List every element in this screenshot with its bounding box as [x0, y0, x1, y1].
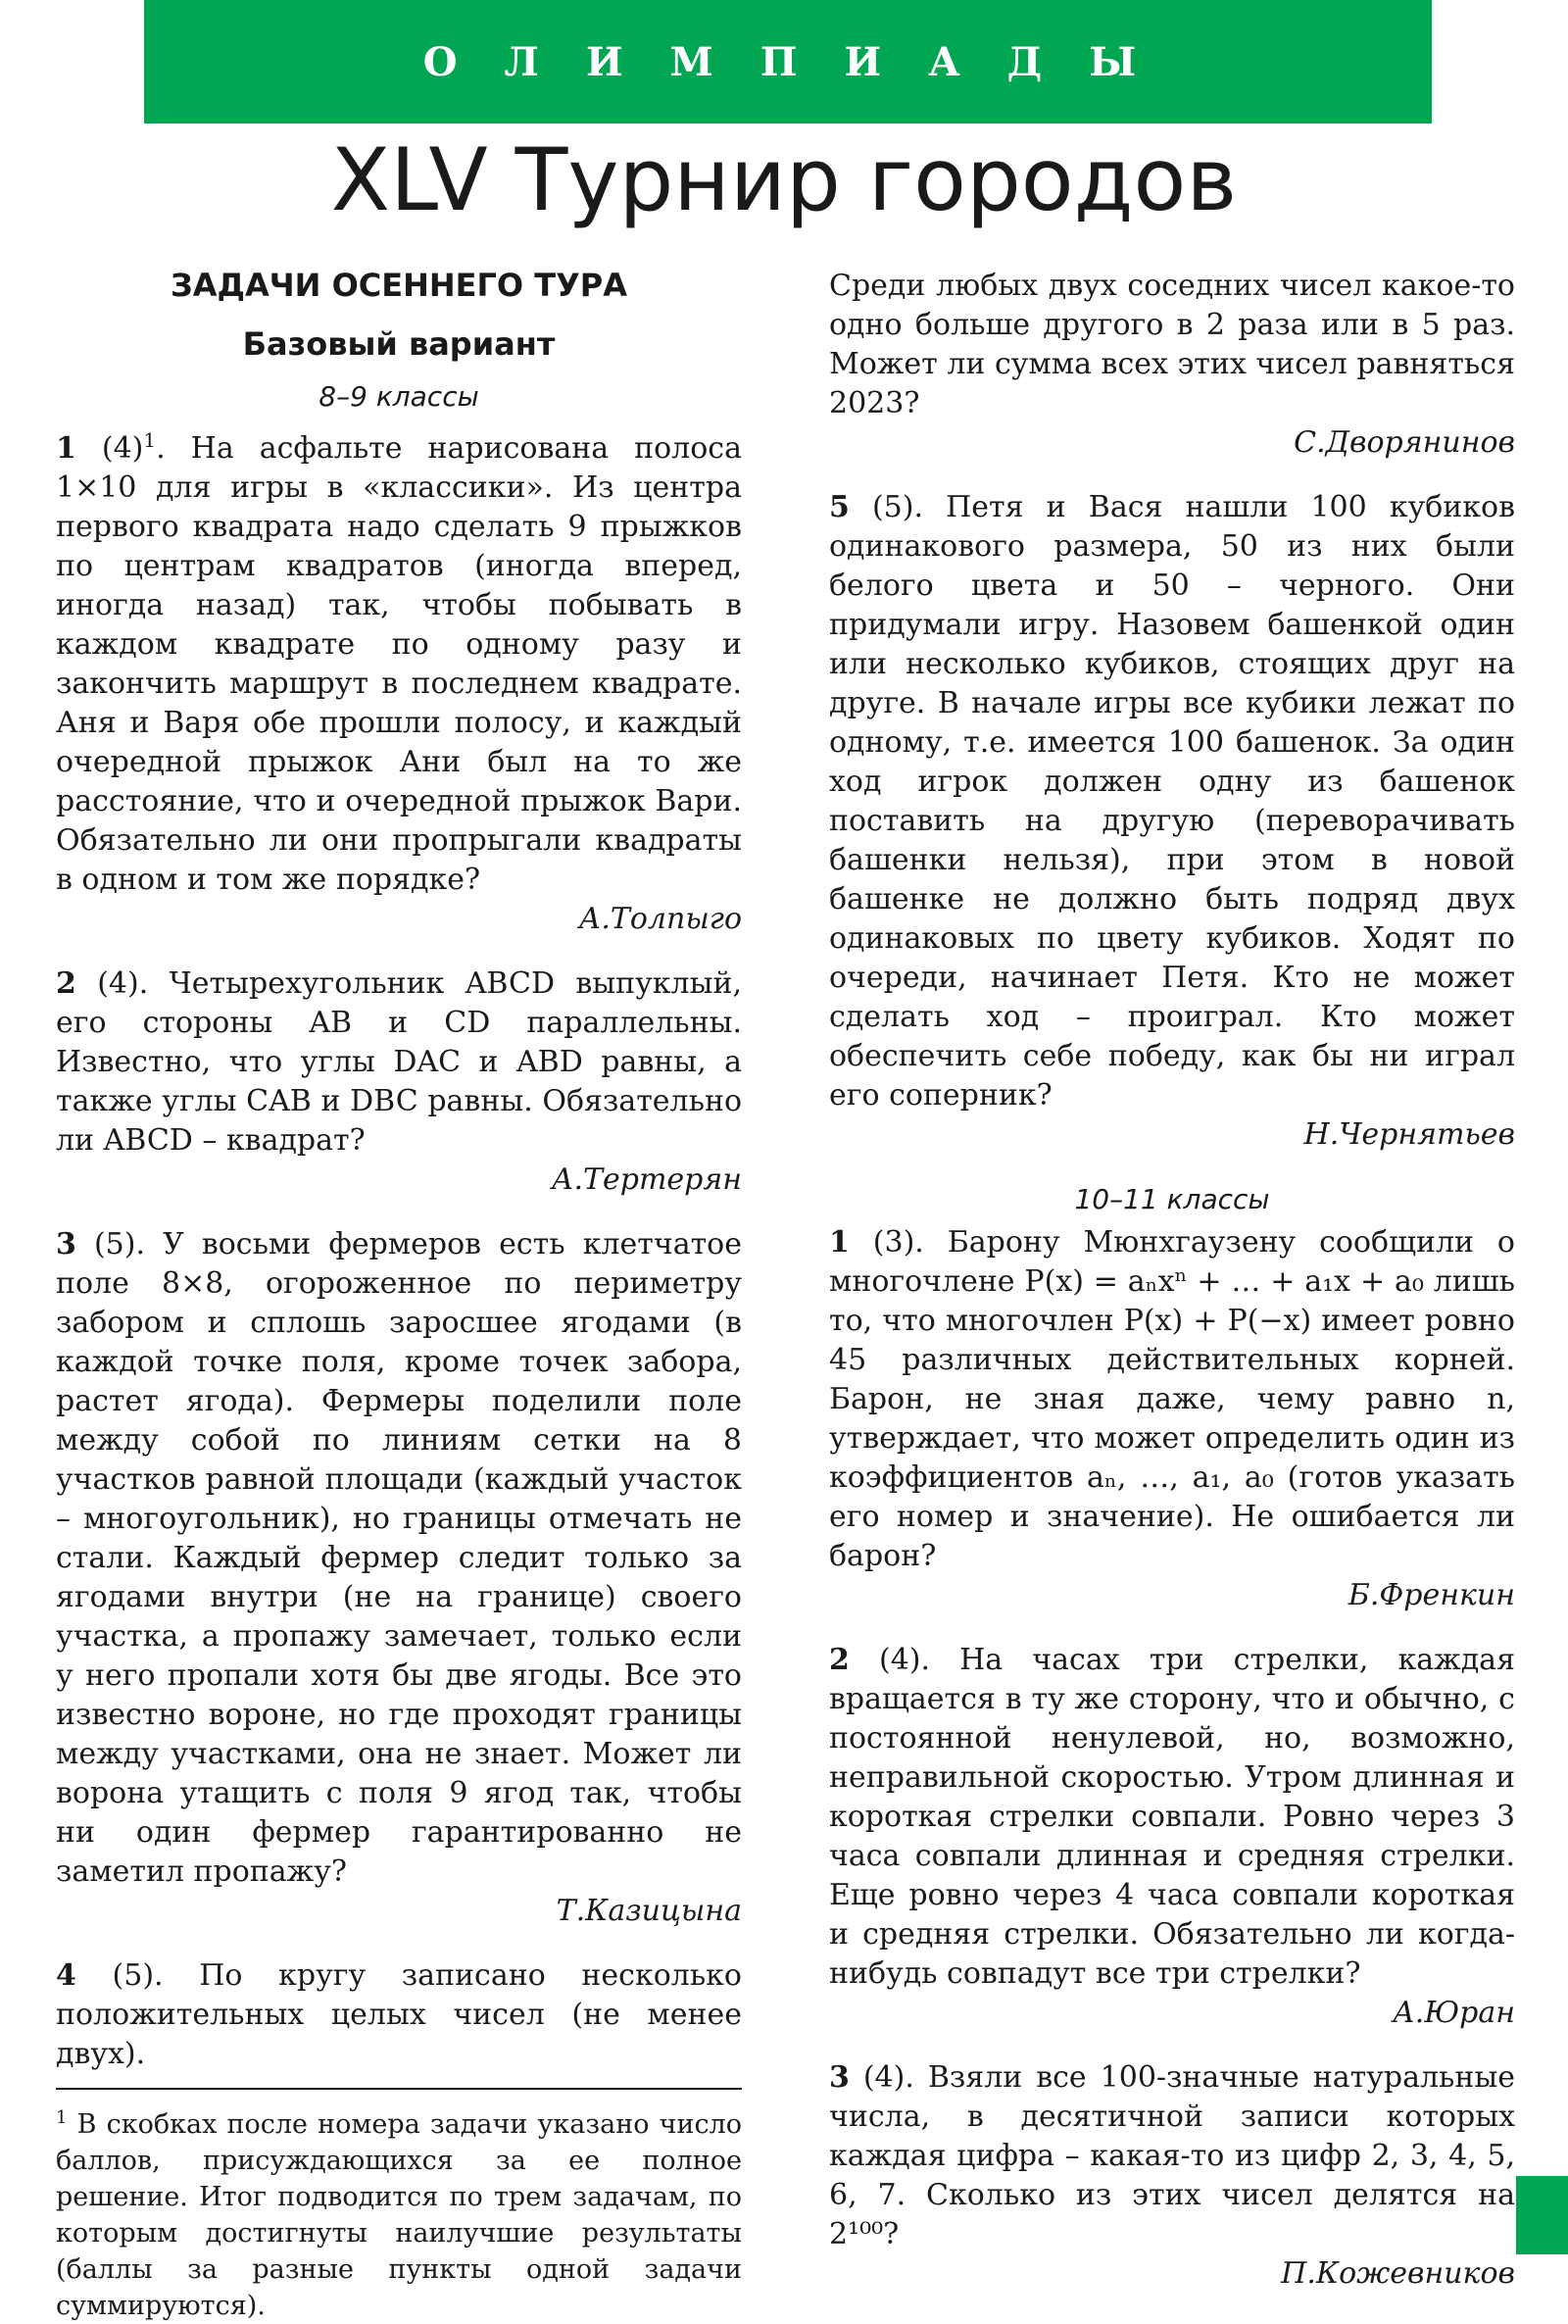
problem-text: (3). Барону Мюнхгаузену сообщили о многочлене P(x) = aₙxⁿ + … + a₁x + a₀ лишь то, что многочлен P(x) + P(−x) имеет ровно 45 различных действительных корней. Барон, не зная даже, чему равно n, утверждает, что может определить один из коэффициентов aₙ, …, a₁, a₀ (готов указать его номер и значение). Не ошибается ли барон? — [829, 1225, 1515, 1573]
footnote — [56, 2088, 742, 2324]
problem-text: (5). У восьми фермеров есть клетчатое поле 8×8, огороженное по периметру забором и сплошь заросшее ягодами (в каждой точке поля, кроме точек забора, растет ягода). Фермеры поделили поле между собой по линиям сетки на 8 участков равной площади (каждый участок – многоугольник), но границы отмечать не стали. Каждый фермер следит только за ягодами внутри (не на границе) своего участка, а пропажу замечает, только если у него пропали хотя бы две ягоды. Все это известно вороне, но где проходят границы между участками, она не знает. Может ли ворона утащить с поля 9 ягод так, чтобы ни один фермер гарантированно не заметил пропажу? — [56, 1227, 742, 1889]
problem-author: Н.Чернятьев — [1303, 1117, 1515, 1152]
section-banner — [144, 0, 1432, 124]
variant-heading: Базовый вариант — [242, 325, 556, 363]
page-title: XLV Турнир городов — [330, 129, 1238, 230]
problem-number: 1 — [829, 1225, 850, 1260]
problem-3 — [56, 1225, 742, 1892]
problem-number: 3 — [829, 2060, 850, 2095]
problem-author: А.Толпыго — [578, 902, 742, 936]
left-column — [56, 260, 742, 2324]
problem-author: А.Юран — [1393, 1996, 1515, 2030]
footnote-text: В скобках после номера задачи указано число баллов, присуждающихся за ее полное решение. Итог подводится по трем задачам, по которым достигнуты наилучшие результаты (баллы за разные пункты одной задачи суммируются). — [56, 2109, 742, 2321]
section-label: О Л И М П И А Д Ы — [422, 38, 1153, 85]
problem-author: С.Дворянинов — [1294, 425, 1515, 460]
problem-5 — [829, 488, 1515, 1115]
problem-text: (4). Четырехугольник ABCD выпуклый, его стороны AB и CD параллельны. Известно, что углы DAC и ABD равны, а также углы CAB и DBC равны. Обязательно ли ABCD – квадрат? — [56, 966, 742, 1158]
problem-10-1 — [829, 1223, 1515, 1576]
problem-text: (5). Петя и Вася нашли 100 кубиков одинакового размера, 50 из них были белого цвета и 50 – черного. Они придумали игру. Назовем башенкой один или несколько кубиков, стоящих друг на друге. В начале игры все кубики лежат по одному, т.е. имеется 100 башенок. За один ход игрок должен одну из башенок поставить на другую (переворачивать башенки нельзя), при этом в новой башенке не должно быть подряд двух одинаковых по цвету кубиков. Ходят по очереди, начинает Петя. Кто не может сделать ход – проиграл. Кто может обеспечить себе победу, как бы ни играл его соперник? — [829, 490, 1515, 1113]
problem-4 — [56, 1956, 742, 2074]
problem-2 — [56, 964, 742, 1161]
page-corner-marker — [1516, 2176, 1568, 2254]
tour-heading: ЗАДАЧИ ОСЕННЕГО ТУРА — [171, 267, 627, 304]
problem-author: Т.Казицына — [556, 1894, 742, 1928]
problem-author: П.Кожевников — [1281, 2256, 1515, 2291]
problem-number: 2 — [829, 1643, 850, 1677]
problem-10-3 — [829, 2058, 1515, 2254]
problem-1 — [56, 420, 742, 900]
problem-4-continued: Среди любых двух соседних чисел какое-то одно больше другого в 2 раза или в 5 раз. Может ли сумма всех этих чисел равняться 2023? — [829, 269, 1515, 420]
grade-heading-10-11: 10–11 классы — [1074, 1183, 1270, 1215]
problem-number: 3 — [56, 1227, 76, 1261]
footnote-ref: 1 — [143, 428, 157, 452]
problem-author: Б.Френкин — [1348, 1578, 1515, 1612]
problem-author: А.Тертерян — [551, 1162, 742, 1197]
problem-text: (4). Взяли все 100-значные натуральные числа, в десятичной записи которых каждая цифра – какая-то из цифр 2, 3, 4, 5, 6, 7. Сколько из этих чисел делятся на 2¹⁰⁰? — [829, 2060, 1515, 2251]
footnote-number: 1 — [56, 2107, 68, 2128]
problem-number: 1 — [56, 431, 76, 466]
problem-text: . На асфальте нарисована полоса 1×10 для игры в «классики». Из центра первого квадрата надо сделать 9 прыжков по центрам квадратов (иногда вперед, иногда назад) так, чтобы побывать в каждом квадрате по одному разу и закончить маршрут в последнем квадрате. Аня и Варя обе прошли полосу, и каждый очередной прыжок Ани был на то же расстояние, что и очередной прыжок Вари. Обязательно ли они пропрыгали квадраты в одном и том же порядке? — [56, 431, 742, 897]
problem-text: (4). На часах три стрелки, каждая вращается в ту же сторону, что и обычно, с постоянной ненулевой, но, возможно, неправильной скоростью. Утром длинная и короткая стрелки совпали. Ровно через 3 часа совпали длинная и средняя стрелки. Еще ровно через 4 часа совпали короткая и средняя стрелки. Обязательно ли когда-нибудь совпадут все три стрелки? — [829, 1643, 1515, 1991]
problem-number: 5 — [829, 490, 850, 524]
problem-text: (5). По кругу записано несколько положительных целых чисел (не менее двух). — [56, 1958, 742, 2071]
problem-points: (4) — [101, 431, 144, 466]
problem-number: 4 — [56, 1958, 76, 1993]
grade-heading-8-9: 8–9 классы — [318, 380, 479, 413]
right-column — [829, 267, 1515, 2319]
problem-10-2 — [829, 1641, 1515, 1994]
problem-number: 2 — [56, 966, 76, 1001]
